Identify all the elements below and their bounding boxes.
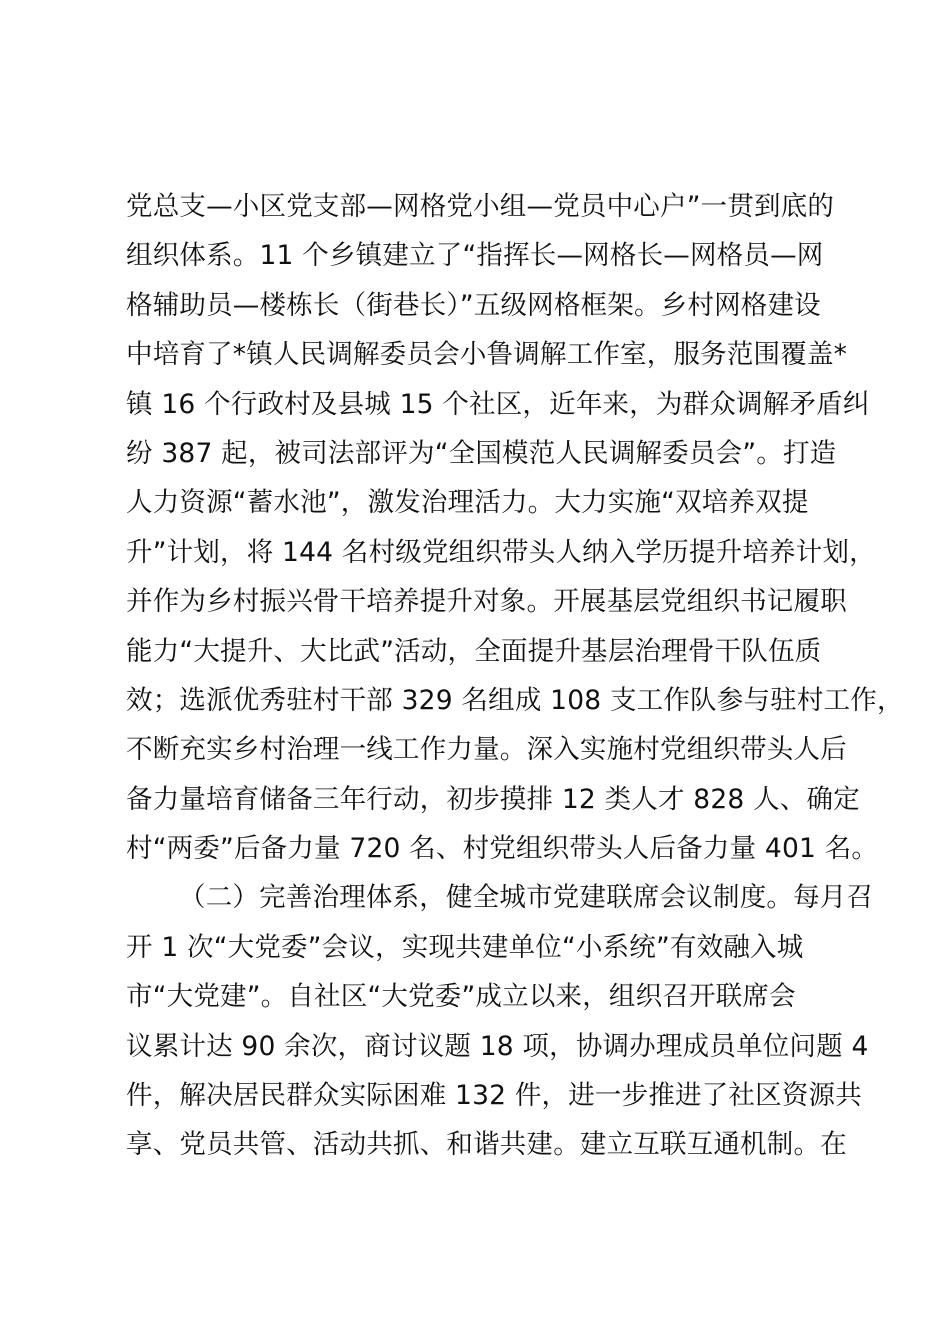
text-line: 享、党员共管、活动共抓、和谐共建。建立互联互通机制。在 bbox=[126, 1129, 847, 1161]
text-line: 件，解决居民群众实际困难 132 件，进一步推进了社区资源共 bbox=[126, 1080, 862, 1112]
text-line: 市“大党建”。自社区“大党委”成立以来，组织召开联席会 bbox=[126, 981, 796, 1013]
section-heading-line: （二）完善治理体系，健全城市党建联席会议制度。每月召 bbox=[179, 882, 874, 914]
body-text bbox=[126, 182, 904, 1170]
text-line: 议累计达 90 余次，商讨议题 18 项，协调办理成员单位问题 4 bbox=[126, 1030, 869, 1062]
text-line: 中培育了*镇人民调解委员会小鲁调解工作室，服务范围覆盖* bbox=[126, 339, 848, 371]
text-line: 镇 16 个行政村及县城 15 个社区，近年来，为群众调解矛盾纠 bbox=[126, 388, 870, 420]
text-line: 村“两委”后备力量 720 名、村党组织带头人后备力量 401 名。 bbox=[126, 833, 879, 865]
text-line: 格辅助员—楼栋长（街巷长）”五级网格框架。乡村网格建设 bbox=[126, 289, 821, 321]
text-line: 不断充实乡村治理一线工作力量。深入实施村党组织带头人后 bbox=[126, 734, 847, 766]
text-line: 备力量培育储备三年行动，初步摸排 12 类人才 828 人、确定 bbox=[126, 783, 860, 815]
text-line: 党总支—小区党支部—网格党小组—党员中心户”一贯到底的 bbox=[126, 191, 835, 222]
text-line: 能力“大提升、大比武”活动，全面提升基层治理骨干队伍质 bbox=[126, 635, 822, 667]
text-line: 组织体系。11 个乡镇建立了“指挥长—网格长—网格员—网 bbox=[126, 240, 824, 272]
text-line: 并作为乡村振兴骨干培养提升对象。开展基层党组织书记履职 bbox=[126, 586, 847, 618]
text-line: 效；选派优秀驻村干部 329 名组成 108 支工作队参与驻村工作， bbox=[126, 684, 904, 716]
text-line: 开 1 次“大党委”会议，实现共建单位“小系统”有效融入城 bbox=[126, 931, 804, 963]
text-line: 纷 387 起，被司法部评为“全国模范人民调解委员会”。打造 bbox=[126, 437, 837, 469]
text-line: 人力资源“蓄水池”，激发治理活力。大力实施“双培养双提 bbox=[126, 487, 809, 519]
text-line: 升”计划，将 144 名村级党组织带头人纳入学历提升培养计划， bbox=[126, 536, 876, 568]
